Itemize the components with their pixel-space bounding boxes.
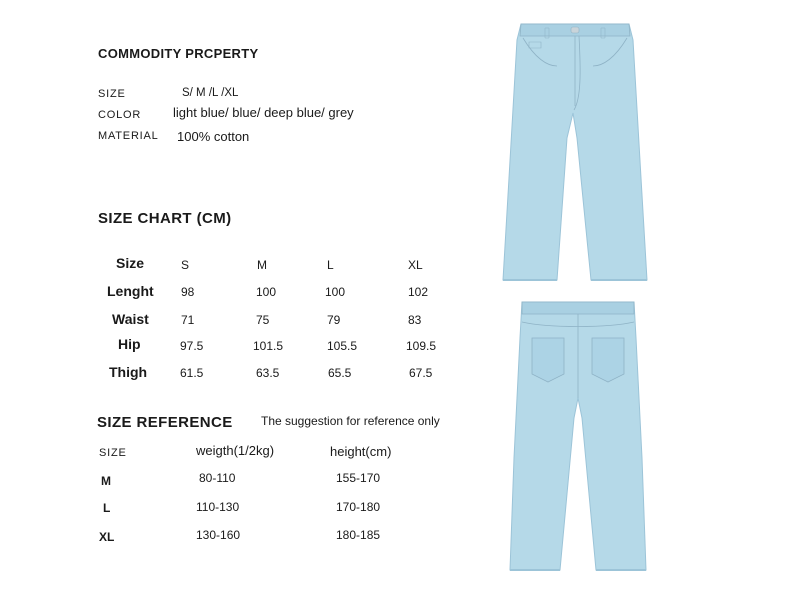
property-title: COMMODITY PRCPERTY bbox=[98, 46, 259, 61]
size-chart-row-label: Waist bbox=[112, 311, 149, 327]
size-reference-row-weight: 80-110 bbox=[199, 471, 236, 485]
size-reference-row-weight: 130-160 bbox=[196, 528, 241, 542]
size-chart-cell: 83 bbox=[408, 313, 422, 327]
size-chart-row-label: Thigh bbox=[109, 364, 148, 380]
property-material-value: 100% cotton bbox=[177, 129, 250, 144]
size-chart-header-l: L bbox=[327, 258, 334, 272]
size-reference-row-size: XL bbox=[99, 530, 115, 544]
size-reference-row-height: 170-180 bbox=[336, 500, 381, 514]
size-reference-header-height: height(cm) bbox=[330, 444, 392, 459]
property-color-value: light blue/ blue/ deep blue/ grey bbox=[173, 105, 354, 120]
size-chart-cell: 75 bbox=[256, 313, 270, 327]
size-chart-cell: 98 bbox=[181, 285, 195, 299]
size-chart-cell: 61.5 bbox=[180, 366, 204, 380]
property-size-value: S/ M /L /XL bbox=[182, 87, 239, 99]
size-chart-cell: 67.5 bbox=[409, 366, 433, 380]
size-chart-header-s: S bbox=[181, 258, 190, 272]
property-size-label: SIZE bbox=[98, 88, 126, 100]
jeans-back-image bbox=[508, 298, 648, 576]
size-chart-cell: 65.5 bbox=[328, 366, 352, 380]
property-material-label: MATERIAL bbox=[98, 130, 159, 142]
size-reference-row-height: 180-185 bbox=[336, 528, 381, 542]
size-chart-cell: 79 bbox=[327, 313, 341, 327]
size-reference-header-weight: weigth(1/2kg) bbox=[196, 443, 275, 458]
size-chart-header-size: Size bbox=[116, 255, 145, 271]
size-chart-cell: 97.5 bbox=[180, 339, 204, 353]
jeans-front-image bbox=[495, 18, 655, 288]
size-chart-cell: 63.5 bbox=[256, 366, 280, 380]
size-reference-row-size: L bbox=[103, 501, 111, 515]
size-chart-cell: 109.5 bbox=[406, 339, 437, 353]
size-chart-header-m: M bbox=[257, 258, 267, 272]
size-chart-header-xl: XL bbox=[408, 258, 423, 272]
property-color-label: COLOR bbox=[98, 109, 142, 121]
size-chart-cell: 100 bbox=[325, 285, 346, 299]
size-chart-cell: 105.5 bbox=[327, 339, 358, 353]
size-reference-note: The suggestion for reference only bbox=[261, 414, 440, 428]
size-reference-header-size: SIZE bbox=[99, 447, 127, 459]
size-reference-row-weight: 110-130 bbox=[196, 500, 240, 514]
size-chart-cell: 71 bbox=[181, 313, 195, 327]
size-chart-cell: 102 bbox=[408, 285, 429, 299]
size-reference-row-height: 155-170 bbox=[336, 471, 381, 485]
size-chart-cell: 101.5 bbox=[253, 339, 284, 353]
size-chart-row-label: Hip bbox=[118, 336, 141, 352]
size-reference-row-size: M bbox=[101, 474, 111, 488]
size-chart-title: SIZE CHART (CM) bbox=[98, 210, 232, 227]
size-reference-title: SIZE REFERENCE bbox=[97, 414, 233, 431]
size-chart-cell: 100 bbox=[256, 285, 277, 299]
size-chart-row-label: Lenght bbox=[107, 283, 154, 299]
